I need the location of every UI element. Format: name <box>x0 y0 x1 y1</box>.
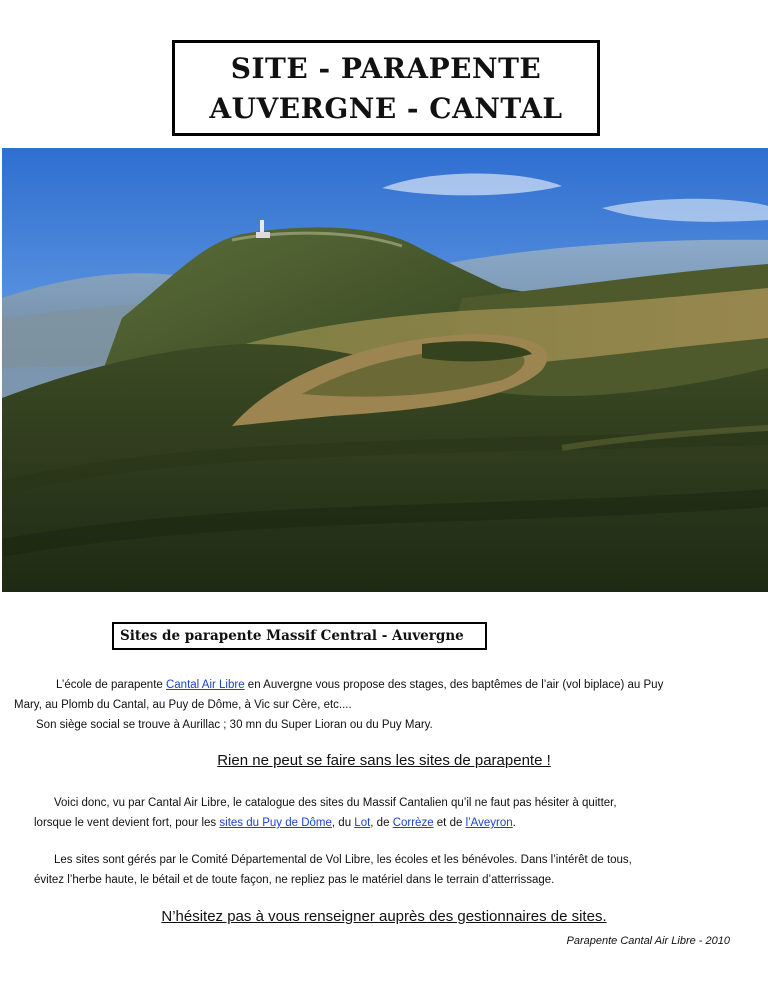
title-line-1: SITE - PARAPENTE <box>230 52 542 85</box>
intro-paragraph <box>14 675 732 735</box>
catalogue-end: . <box>512 817 516 829</box>
aveyron-link[interactable]: l’Aveyron <box>465 817 513 829</box>
intro-text-2: en Auvergne vous propose des stages, des baptêmes de l’air (vol biplace) au Puy <box>244 679 664 691</box>
heading-nhesitez-pas: N’hésitez pas à vous renseigner auprès des gestionnaires de sites. <box>161 908 607 925</box>
cantal-air-libre-link[interactable]: Cantal Air Libre <box>165 679 245 691</box>
sites-line-2: évitez l’herbe haute, le bétail et de toute façon, ne repliez pas le matériel dans le terrain d’atterrissage. <box>34 874 555 886</box>
title-line-2: AUVERGNE - CANTAL <box>209 92 563 125</box>
catalogue-paragraph <box>14 793 732 833</box>
intro-line-1 <box>34 675 732 695</box>
heading-rien-ne-peut: Rien ne peut se faire sans les sites de parapente ! <box>217 752 551 769</box>
intro-line-3: Son siège social se trouve à Aurillac ; 30 mn du Super Lioran ou du Puy Mary. <box>36 719 433 731</box>
catalogue-sep-1: , du <box>331 817 355 829</box>
lot-link[interactable]: Lot <box>354 817 371 829</box>
catalogue-text-1: lorsque le vent devient fort, pour les <box>34 817 220 829</box>
title-box <box>172 40 600 136</box>
sites-line-1: Les sites sont gérés par le Comité Départemental de Vol Libre, les écoles et les bénévoles. Dans l’intérêt de tous, <box>54 854 632 866</box>
catalogue-sep-3: et de <box>433 817 466 829</box>
intro-line-2: Mary, au Plomb du Cantal, au Puy de Dôme, à Vic sur Cère, etc.... <box>14 699 352 711</box>
correze-link[interactable]: Corrèze <box>392 817 434 829</box>
credit-line: Parapente Cantal Air Libre - 2010 <box>566 935 730 947</box>
sites-paragraph <box>14 850 732 890</box>
intro-text-1: L’école de parapente <box>56 679 166 691</box>
catalogue-sep-2: , de <box>370 817 393 829</box>
catalogue-line-1: Voici donc, vu par Cantal Air Libre, le catalogue des sites du Massif Cantalien qu’il ne faut pas hésiter à quitter, <box>54 797 617 809</box>
section-subheading: Sites de parapente Massif Central - Auvergne <box>112 622 487 650</box>
catalogue-line-2 <box>34 813 732 833</box>
volcano-landscape-photo <box>2 148 768 592</box>
puy-de-dome-link[interactable]: sites du Puy de Dôme <box>219 817 332 829</box>
